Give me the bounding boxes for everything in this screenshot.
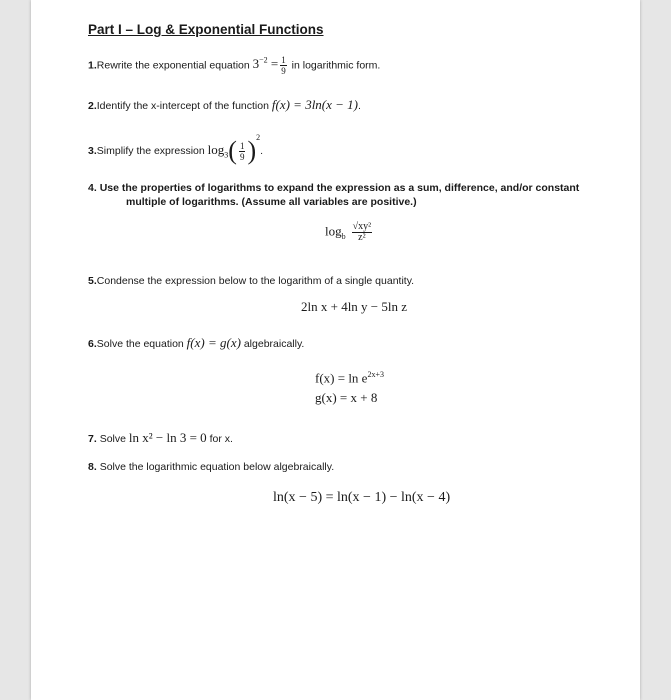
question-3-text: Simplify the expression bbox=[96, 145, 205, 157]
question-4-number: 4. bbox=[88, 182, 97, 194]
question-5-expression: 2ln x + 4ln y − 5ln z bbox=[301, 299, 408, 314]
question-4 bbox=[88, 182, 579, 194]
question-1-equation: $3^{-2}$ = $\frac{1}{9}$ bbox=[252, 55, 286, 76]
question-8 bbox=[88, 461, 334, 473]
question-1-number: 1. bbox=[88, 59, 97, 72]
question-1-fraction: $\frac{1}{9}$ bbox=[281, 55, 286, 76]
question-3: 3.Simplify the expression $\log_3$( $\frac{1}{9}$ )$^2$. bbox=[88, 133, 264, 166]
question-1-text-after: in logarithmic form. bbox=[291, 59, 381, 72]
question-8-text: Solve the logarithmic equation below algebraically. bbox=[99, 461, 335, 473]
question-5 bbox=[88, 275, 414, 287]
question-5-number: 5. bbox=[88, 275, 97, 287]
question-1 bbox=[88, 55, 380, 76]
question-6-number: 6. bbox=[88, 338, 97, 350]
question-4-text-line-1: Use the properties of logarithms to expand the expression as a sum, difference, and/or constant bbox=[99, 182, 580, 194]
question-8-equation: ln(x − 5) = ln(x − 1) − ln(x − 4) bbox=[273, 490, 451, 505]
question-6-equation: f(x) = g(x) bbox=[186, 335, 241, 350]
question-7-equation: ln x² − ln 3 = 0 bbox=[128, 430, 207, 445]
question-2-function: f(x) = 3ln(x − 1) bbox=[271, 97, 358, 112]
question-6 bbox=[88, 335, 304, 351]
question-3-number: 3. bbox=[88, 145, 97, 157]
question-4-expression: $\log_b$ $\frac{\text{√xy²}}{\text{z²}}$ bbox=[325, 221, 372, 243]
page-title: Part I – Log & Exponential Functions bbox=[88, 22, 324, 37]
question-6-text-after: algebraically. bbox=[243, 338, 305, 350]
question-6-g-definition: g(x) = x + 8 bbox=[315, 390, 378, 405]
question-6-f-definition: $f(x) = \ln e^{2x+3}$ bbox=[315, 370, 384, 386]
question-3-expression: $\log_3$( $\frac{1}{9}$ )$^2$ bbox=[207, 133, 261, 166]
question-6-text: Solve the equation bbox=[96, 338, 184, 350]
question-1-text: Rewrite the exponential equation bbox=[96, 59, 250, 72]
question-2-number: 2. bbox=[88, 100, 97, 112]
question-7-number: 7. bbox=[88, 433, 97, 445]
question-8-number: 8. bbox=[88, 461, 97, 473]
question-2: 2.Identify the x-intercept of the function f(x) = 3ln(x − 1). bbox=[88, 97, 361, 112]
question-4-text-line-2: multiple of logarithms. (Assume all variables are positive.) bbox=[126, 196, 417, 208]
question-7-text: Solve bbox=[99, 433, 126, 445]
question-7-text-after: for x. bbox=[209, 433, 233, 445]
question-7 bbox=[88, 430, 233, 446]
question-5-text: Condense the expression below to the logarithm of a single quantity. bbox=[96, 275, 415, 287]
question-2-text: Identify the x-intercept of the function bbox=[96, 100, 269, 112]
document-page bbox=[31, 0, 640, 700]
